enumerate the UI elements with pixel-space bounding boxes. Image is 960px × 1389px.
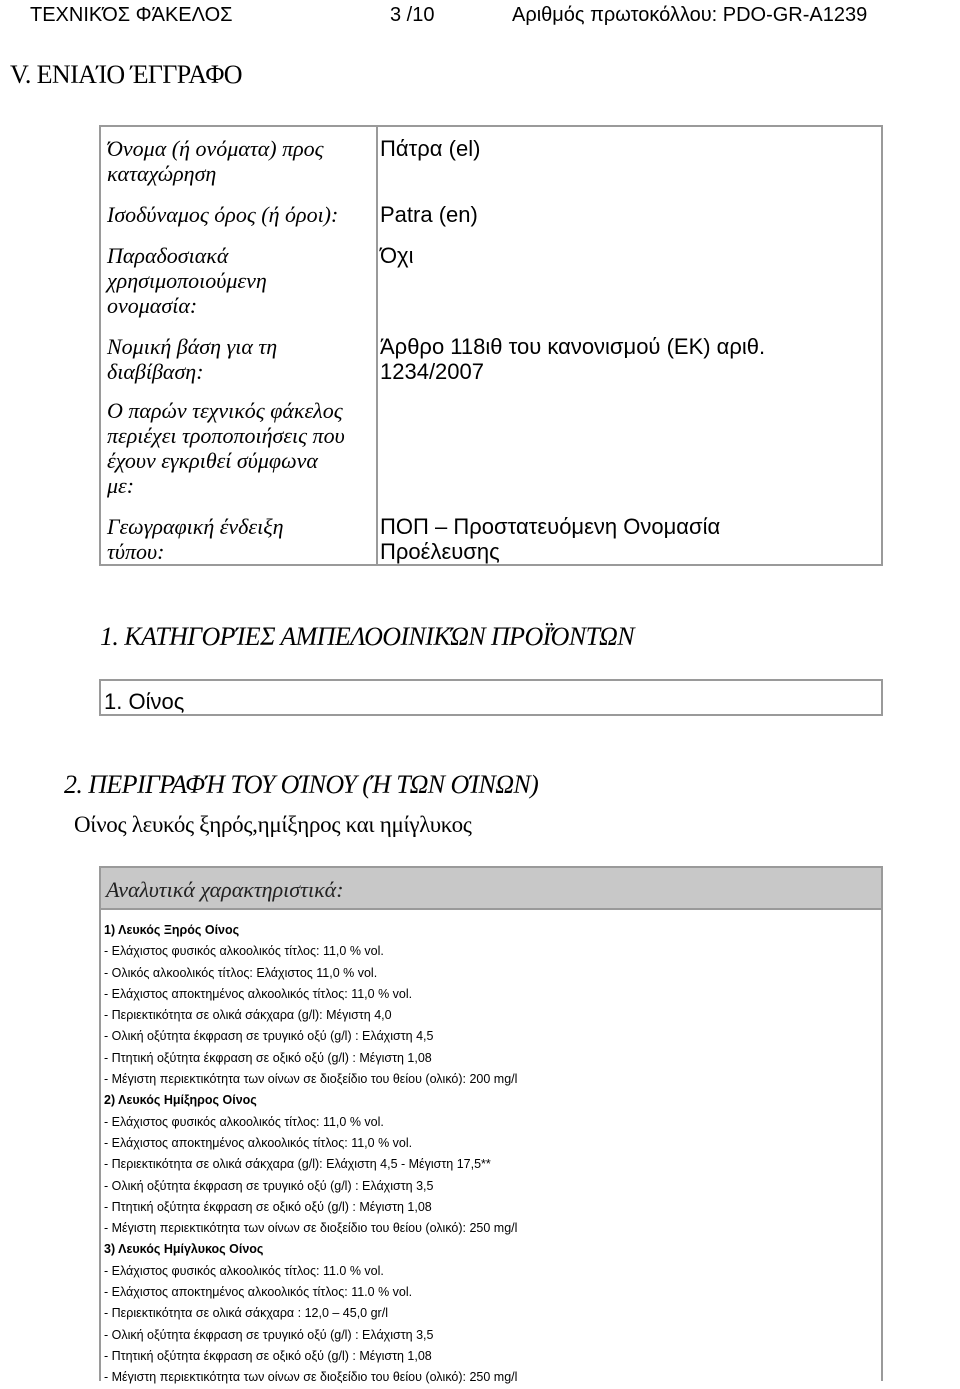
category-box: [99, 679, 883, 716]
characteristics-list: [104, 920, 876, 1389]
characteristic-line: - Ελάχιστος φυσικός αλκοολικός τίτλος: 11,0 % vol.: [104, 944, 384, 959]
section-1-title: 1. ΚΑΤΗΓΟΡΊΕΣ ΑΜΠΕΛΟΟΙΝΙΚΏΝ ΠΡΟΪΌΝΤΩΝ: [100, 622, 634, 651]
characteristic-line: - Μέγιστη περιεκτικότητα των οίνων σε διοξείδιο του θείου (ολικό): 200 mg/l: [104, 1072, 518, 1087]
protocol-number: Αριθμός πρωτοκόλλου: PDO-GR-A1239: [512, 4, 868, 26]
characteristic-line: - Μέγιστη περιεκτικότητα των οίνων σε διοξείδιο του θείου (ολικό): 250 mg/l: [104, 1370, 518, 1385]
section-v-title: V. ΕΝΙΑΊΟ ΈΓΓΡΑΦΟ: [10, 60, 242, 89]
wine-type-heading: 1) Λευκός Ξηρός Οίνος: [104, 923, 240, 937]
characteristic-line: - Ελάχιστος φυσικός αλκοολικός τίτλος: 11.0 % vol.: [104, 1263, 384, 1278]
value-legal-basis: Άρθρο 118ιθ του κανονισμού (ΕΚ) αριθ. 1234/2007: [380, 334, 766, 384]
label-geographical-indication: Γεωγραφική ένδειξη τύπου:: [107, 514, 284, 564]
characteristic-line: - Πτητική οξύτητα έκφραση σε οξικό οξύ (g/l) : Μέγιστη 1,08: [104, 1348, 432, 1363]
characteristic-line: - Μέγιστη περιεκτικότητα των οίνων σε διοξείδιο του θείου (ολικό): 250 mg/l: [104, 1221, 518, 1236]
wine-type-heading: 2) Λευκός Ημίξηρος Οίνος: [104, 1093, 257, 1108]
wine-description-subtitle: Οίνος λευκός ξηρός,ημίξηρος και ημίγλυκος: [74, 812, 472, 837]
characteristic-line: - Περιεκτικότητα σε ολικά σάκχαρα : 12,0 – 45,0 gr/l: [104, 1306, 388, 1321]
section-2-title: 2. ΠΕΡΙΓΡΑΦΉ ΤΟΥ ΟΊΝΟΥ (Ή ΤΩΝ ΟΊΝΩΝ): [64, 770, 539, 799]
characteristic-line: - Ελάχιστος φυσικός αλκοολικός τίτλος: 11,0 % vol.: [104, 1114, 384, 1129]
characteristic-line: - Ολική οξύτητα έκφραση σε τρυγικό οξύ (g/l) : Ελάχιστη 3,5: [104, 1327, 434, 1342]
characteristic-line: - Πτητική οξύτητα έκφραση σε οξικό οξύ (g/l) : Μέγιστη 1,08: [104, 1050, 432, 1065]
characteristic-line: - Ολικός αλκοολικός τίτλος: Ελάχιστος 11,0 % vol.: [104, 965, 378, 980]
document-title: ΤΕΧΝΙΚΌΣ ΦΆΚΕΛΟΣ: [30, 4, 233, 26]
label-traditional-name: Παραδοσιακά χρησιμοποιούμενη ονομασία:: [107, 243, 267, 318]
single-document-table: [99, 125, 883, 566]
label-legal-basis: Νομική βάση για τη διαβίβαση:: [107, 334, 278, 384]
label-name-to-register: Όνομα (ή ονόματα) προς καταχώρηση: [107, 136, 324, 186]
characteristic-line: - Ελάχιστος αποκτημένος αλκοολικός τίτλος: 11,0 % vol.: [104, 986, 413, 1001]
characteristic-line: - Πτητική οξύτητα έκφραση σε οξικό οξύ (g/l) : Μέγιστη 1,08: [104, 1199, 432, 1214]
label-amendments: Ο παρών τεχνικός φάκελος περιέχει τροποποιήσεις που έχουν εγκριθεί σύμφωνα με:: [107, 398, 345, 498]
characteristic-line: - Ολική οξύτητα έκφραση σε τρυγικό οξύ (g/l) : Ελάχιστη 3,5: [104, 1178, 434, 1193]
analytical-characteristics-header: [101, 868, 881, 910]
value-equivalent-term: Patra (en): [380, 202, 478, 227]
value-geographical-indication: ΠΟΠ – Προστατευόμενη Ονομασία Προέλευσης: [380, 514, 721, 564]
column-divider: [376, 127, 378, 564]
page-number: 3 /10: [390, 4, 435, 26]
characteristic-line: - Περιεκτικότητα σε ολικά σάκχαρα (g/l): Μέγιστη 4,0: [104, 1008, 392, 1023]
wine-type-heading: 3) Λευκός Ημίγλυκος Οίνος: [104, 1242, 264, 1257]
characteristic-line: - Ελάχιστος αποκτημένος αλκοολικός τίτλος: 11,0 % vol.: [104, 1135, 413, 1150]
characteristic-line: - Ελάχιστος αποκτημένος αλκοολικός τίτλος: 11.0 % vol.: [104, 1285, 413, 1300]
label-equivalent-term: Ισοδύναμος όρος (ή όροι):: [107, 202, 339, 227]
characteristic-line: - Ολική οξύτητα έκφραση σε τρυγικό οξύ (g/l) : Ελάχιστη 4,5: [104, 1029, 434, 1044]
analytical-characteristics-title: Αναλυτικά χαρακτηριστικά:: [106, 877, 344, 902]
category-wine: 1. Οίνος: [104, 689, 185, 714]
analytical-characteristics-box: [99, 866, 883, 1385]
value-name-to-register: Πάτρα (el): [380, 136, 481, 161]
page-header: [0, 0, 960, 30]
characteristic-line: - Περιεκτικότητα σε ολικά σάκχαρα (g/l): Ελάχιστη 4,5 - Μέγιστη 17,5**: [104, 1157, 491, 1172]
value-traditional-name: Όχι: [380, 243, 414, 268]
